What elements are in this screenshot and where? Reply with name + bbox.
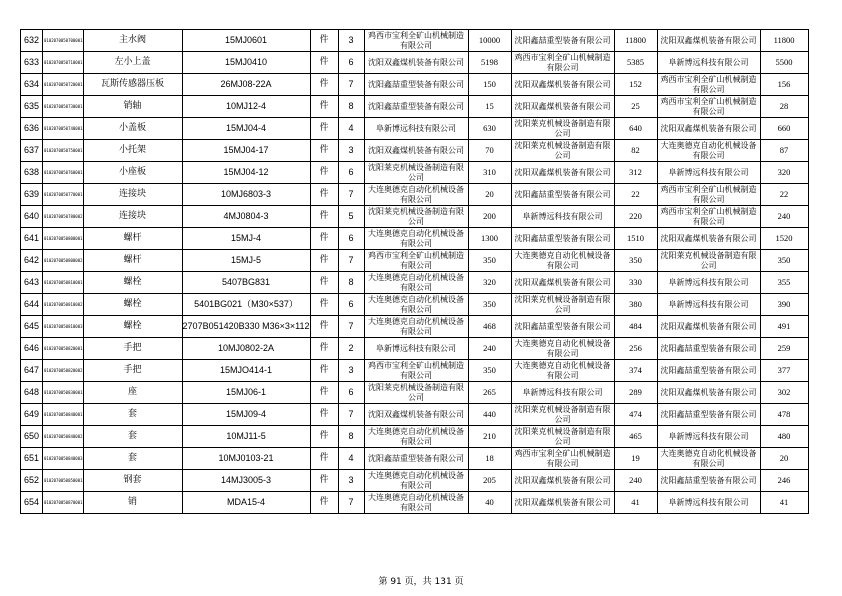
price-2: 374 — [614, 360, 657, 382]
unit: 件 — [310, 492, 338, 514]
supplier-2: 沈阳莱克机械设备制造有限公司 — [511, 140, 614, 162]
price-3: 11800 — [760, 30, 808, 52]
material-name: 手把 — [83, 360, 182, 382]
model-spec: 15MJ0601 — [182, 30, 310, 52]
price-2: 474 — [614, 404, 657, 426]
quantity: 2 — [338, 338, 364, 360]
model-spec: 10MJ0802-2A — [182, 338, 310, 360]
model-spec: 10MJ0103-21 — [182, 448, 310, 470]
price-3: 87 — [760, 140, 808, 162]
material-code: 0102070050730001 — [43, 96, 84, 118]
material-code: 0102070050780002 — [43, 206, 84, 228]
row-number: 648 — [21, 382, 43, 404]
table-row — [21, 162, 809, 184]
price-2: 19 — [614, 448, 657, 470]
material-code: 0102070050700001 — [43, 30, 84, 52]
quantity: 6 — [338, 162, 364, 184]
material-name: 瓦斯传感器压板 — [83, 74, 182, 96]
material-name: 钢套 — [83, 470, 182, 492]
supplier-3: 阜新博远科技有限公司 — [657, 52, 760, 74]
supplier-1: 沈阳鑫喆重型装备有限公司 — [364, 74, 468, 96]
supplier-3: 沈阳双鑫煤机装备有限公司 — [657, 30, 760, 52]
unit: 件 — [310, 404, 338, 426]
price-1: 350 — [468, 250, 511, 272]
price-3: 1520 — [760, 228, 808, 250]
row-number: 644 — [21, 294, 43, 316]
price-3: 20 — [760, 448, 808, 470]
price-1: 265 — [468, 382, 511, 404]
price-2: 484 — [614, 316, 657, 338]
price-2: 25 — [614, 96, 657, 118]
unit: 件 — [310, 470, 338, 492]
row-number: 635 — [21, 96, 43, 118]
supplier-2: 沈阳莱克机械设备制造有限公司 — [511, 118, 614, 140]
supplier-3: 沈阳双鑫煤机装备有限公司 — [657, 382, 760, 404]
price-1: 320 — [468, 272, 511, 294]
price-3: 355 — [760, 272, 808, 294]
unit: 件 — [310, 448, 338, 470]
price-1: 200 — [468, 206, 511, 228]
quantity: 5 — [338, 206, 364, 228]
row-number: 642 — [21, 250, 43, 272]
table-row — [21, 272, 809, 294]
material-name: 连接块 — [83, 184, 182, 206]
price-2: 640 — [614, 118, 657, 140]
table-row — [21, 206, 809, 228]
unit: 件 — [310, 426, 338, 448]
supplier-2: 大连奥德克自动化机械设备有限公司 — [511, 360, 614, 382]
price-3: 259 — [760, 338, 808, 360]
unit: 件 — [310, 118, 338, 140]
material-code: 0102070050720001 — [43, 74, 84, 96]
price-2: 465 — [614, 426, 657, 448]
model-spec: 10MJ12-4 — [182, 96, 310, 118]
quantity: 7 — [338, 74, 364, 96]
supplier-3: 鸡西市宝利全矿山机械制造有限公司 — [657, 184, 760, 206]
price-2: 22 — [614, 184, 657, 206]
model-spec: 15MJ04-17 — [182, 140, 310, 162]
row-number: 632 — [21, 30, 43, 52]
material-code: 0102070050850001 — [43, 470, 84, 492]
model-spec: 5407BG831 — [182, 272, 310, 294]
row-number: 641 — [21, 228, 43, 250]
row-number: 636 — [21, 118, 43, 140]
price-3: 240 — [760, 206, 808, 228]
supplier-2: 沈阳双鑫煤机装备有限公司 — [511, 470, 614, 492]
row-number: 645 — [21, 316, 43, 338]
supplier-1: 沈阳鑫喆重型装备有限公司 — [364, 96, 468, 118]
table-row — [21, 52, 809, 74]
supplier-2: 沈阳双鑫煤机装备有限公司 — [511, 162, 614, 184]
supplier-3: 大连奥德克自动化机械设备有限公司 — [657, 140, 760, 162]
material-code: 0102070050770001 — [43, 184, 84, 206]
material-code: 0102070050870001 — [43, 492, 84, 514]
supplier-1: 沈阳莱克机械设备制造有限公司 — [364, 382, 468, 404]
table-row — [21, 360, 809, 382]
table-row — [21, 30, 809, 52]
supplier-2: 阜新博远科技有限公司 — [511, 382, 614, 404]
unit: 件 — [310, 96, 338, 118]
model-spec: MDA15-4 — [182, 492, 310, 514]
unit: 件 — [310, 250, 338, 272]
supplier-1: 鸡西市宝利全矿山机械制造有限公司 — [364, 250, 468, 272]
row-number: 637 — [21, 140, 43, 162]
supplier-3: 大连奥德克自动化机械设备有限公司 — [657, 448, 760, 470]
supplier-2: 沈阳鑫喆重型装备有限公司 — [511, 228, 614, 250]
table-row — [21, 96, 809, 118]
quantity: 6 — [338, 382, 364, 404]
supplier-3: 阜新博远科技有限公司 — [657, 294, 760, 316]
price-2: 350 — [614, 250, 657, 272]
row-number: 633 — [21, 52, 43, 74]
table-row — [21, 426, 809, 448]
supplier-3: 沈阳鑫喆重型装备有限公司 — [657, 404, 760, 426]
price-3: 22 — [760, 184, 808, 206]
price-1: 310 — [468, 162, 511, 184]
supplier-2: 沈阳莱克机械设备制造有限公司 — [511, 404, 614, 426]
supplier-1: 大连奥德克自动化机械设备有限公司 — [364, 426, 468, 448]
price-3: 377 — [760, 360, 808, 382]
unit: 件 — [310, 294, 338, 316]
row-number: 638 — [21, 162, 43, 184]
material-code: 0102070050830001 — [43, 382, 84, 404]
supplier-2: 沈阳鑫喆重型装备有限公司 — [511, 316, 614, 338]
row-number: 643 — [21, 272, 43, 294]
unit: 件 — [310, 162, 338, 184]
supplier-1: 沈阳鑫喆重型装备有限公司 — [364, 448, 468, 470]
material-name: 螺杆 — [83, 228, 182, 250]
price-2: 11800 — [614, 30, 657, 52]
price-3: 320 — [760, 162, 808, 184]
supplier-3: 沈阳鑫喆重型装备有限公司 — [657, 360, 760, 382]
supplier-2: 沈阳双鑫煤机装备有限公司 — [511, 272, 614, 294]
price-2: 1510 — [614, 228, 657, 250]
supplier-2: 鸡西市宝利全矿山机械制造有限公司 — [511, 448, 614, 470]
material-code: 0102070050820002 — [43, 360, 84, 382]
unit: 件 — [310, 140, 338, 162]
price-1: 5198 — [468, 52, 511, 74]
model-spec: 10MJ6803-3 — [182, 184, 310, 206]
model-spec: 15MJ04-12 — [182, 162, 310, 184]
supplier-1: 鸡西市宝利全矿山机械制造有限公司 — [364, 30, 468, 52]
supplier-1: 大连奥德克自动化机械设备有限公司 — [364, 184, 468, 206]
supplier-1: 阜新博远科技有限公司 — [364, 118, 468, 140]
row-number: 647 — [21, 360, 43, 382]
supplier-3: 沈阳鑫喆重型装备有限公司 — [657, 470, 760, 492]
price-1: 10000 — [468, 30, 511, 52]
supplier-2: 大连奥德克自动化机械设备有限公司 — [511, 338, 614, 360]
material-code: 0102070050840001 — [43, 404, 84, 426]
price-1: 210 — [468, 426, 511, 448]
model-spec: 15MJ-5 — [182, 250, 310, 272]
supplier-3: 阜新博远科技有限公司 — [657, 162, 760, 184]
material-name: 螺杆 — [83, 250, 182, 272]
material-code: 0102070050840003 — [43, 448, 84, 470]
supplier-1: 沈阳双鑫煤机装备有限公司 — [364, 52, 468, 74]
table-row — [21, 492, 809, 514]
supplier-1: 大连奥德克自动化机械设备有限公司 — [364, 316, 468, 338]
supplier-2: 沈阳双鑫煤机装备有限公司 — [511, 74, 614, 96]
price-3: 156 — [760, 74, 808, 96]
model-spec: 10MJ11-5 — [182, 426, 310, 448]
quantity: 7 — [338, 404, 364, 426]
material-name: 螺栓 — [83, 272, 182, 294]
price-1: 15 — [468, 96, 511, 118]
quotation-table — [20, 29, 809, 514]
price-3: 480 — [760, 426, 808, 448]
supplier-3: 沈阳双鑫煤机装备有限公司 — [657, 228, 760, 250]
material-name: 连接块 — [83, 206, 182, 228]
price-3: 660 — [760, 118, 808, 140]
price-1: 350 — [468, 360, 511, 382]
supplier-3: 阜新博远科技有限公司 — [657, 426, 760, 448]
supplier-2: 沈阳双鑫煤机装备有限公司 — [511, 492, 614, 514]
quantity: 6 — [338, 294, 364, 316]
table-body — [21, 30, 809, 514]
price-2: 312 — [614, 162, 657, 184]
supplier-1: 沈阳莱克机械设备制造有限公司 — [364, 162, 468, 184]
supplier-1: 沈阳双鑫煤机装备有限公司 — [364, 404, 468, 426]
supplier-2: 沈阳鑫喆重型装备有限公司 — [511, 30, 614, 52]
material-name: 销 — [83, 492, 182, 514]
material-code: 0102070050800001 — [43, 228, 84, 250]
quantity: 3 — [338, 470, 364, 492]
row-number: 634 — [21, 74, 43, 96]
price-2: 380 — [614, 294, 657, 316]
table-row — [21, 250, 809, 272]
price-3: 41 — [760, 492, 808, 514]
material-name: 销轴 — [83, 96, 182, 118]
price-2: 5385 — [614, 52, 657, 74]
unit: 件 — [310, 228, 338, 250]
quantity: 8 — [338, 96, 364, 118]
table-row — [21, 448, 809, 470]
supplier-1: 大连奥德克自动化机械设备有限公司 — [364, 470, 468, 492]
price-3: 350 — [760, 250, 808, 272]
quantity: 6 — [338, 228, 364, 250]
row-number: 639 — [21, 184, 43, 206]
material-code: 0102070050740001 — [43, 118, 84, 140]
price-2: 220 — [614, 206, 657, 228]
quantity: 7 — [338, 184, 364, 206]
price-1: 350 — [468, 294, 511, 316]
table-row — [21, 118, 809, 140]
row-number: 651 — [21, 448, 43, 470]
quantity: 6 — [338, 52, 364, 74]
supplier-3: 鸡西市宝利全矿山机械制造有限公司 — [657, 74, 760, 96]
supplier-2: 阜新博远科技有限公司 — [511, 206, 614, 228]
material-name: 小托架 — [83, 140, 182, 162]
supplier-3: 沈阳双鑫煤机装备有限公司 — [657, 118, 760, 140]
material-code: 0102070050710001 — [43, 52, 84, 74]
price-3: 478 — [760, 404, 808, 426]
price-1: 240 — [468, 338, 511, 360]
material-name: 小座板 — [83, 162, 182, 184]
table-row — [21, 140, 809, 162]
model-spec: 14MJ3005-3 — [182, 470, 310, 492]
material-name: 小盖板 — [83, 118, 182, 140]
price-2: 256 — [614, 338, 657, 360]
supplier-1: 大连奥德克自动化机械设备有限公司 — [364, 272, 468, 294]
price-3: 5500 — [760, 52, 808, 74]
material-name: 手把 — [83, 338, 182, 360]
material-name: 套 — [83, 448, 182, 470]
unit: 件 — [310, 206, 338, 228]
table-row — [21, 404, 809, 426]
price-1: 1300 — [468, 228, 511, 250]
unit: 件 — [310, 382, 338, 404]
table-row — [21, 338, 809, 360]
unit: 件 — [310, 338, 338, 360]
price-1: 205 — [468, 470, 511, 492]
price-3: 246 — [760, 470, 808, 492]
supplier-3: 鸡西市宝利全矿山机械制造有限公司 — [657, 206, 760, 228]
supplier-2: 沈阳双鑫煤机装备有限公司 — [511, 96, 614, 118]
table-row — [21, 74, 809, 96]
price-1: 630 — [468, 118, 511, 140]
supplier-3: 沈阳双鑫煤机装备有限公司 — [657, 316, 760, 338]
material-code: 0102070050810003 — [43, 316, 84, 338]
unit: 件 — [310, 316, 338, 338]
material-code: 0102070050750001 — [43, 140, 84, 162]
unit: 件 — [310, 184, 338, 206]
model-spec: 15MJ0410 — [182, 52, 310, 74]
supplier-1: 大连奥德克自动化机械设备有限公司 — [364, 492, 468, 514]
price-3: 302 — [760, 382, 808, 404]
row-number: 649 — [21, 404, 43, 426]
table-row — [21, 294, 809, 316]
model-spec: 2707B051420B330 M36×3×112 — [182, 316, 310, 338]
price-1: 18 — [468, 448, 511, 470]
supplier-3: 鸡西市宝利全矿山机械制造有限公司 — [657, 96, 760, 118]
material-name: 套 — [83, 426, 182, 448]
price-2: 82 — [614, 140, 657, 162]
unit: 件 — [310, 52, 338, 74]
material-name: 螺栓 — [83, 316, 182, 338]
model-spec: 15MJ09-4 — [182, 404, 310, 426]
supplier-3: 阜新博远科技有限公司 — [657, 272, 760, 294]
price-1: 40 — [468, 492, 511, 514]
material-name: 座 — [83, 382, 182, 404]
table-row — [21, 470, 809, 492]
price-3: 28 — [760, 96, 808, 118]
unit: 件 — [310, 74, 338, 96]
supplier-3: 沈阳莱克机械设备制造有限公司 — [657, 250, 760, 272]
price-1: 440 — [468, 404, 511, 426]
price-2: 330 — [614, 272, 657, 294]
supplier-2: 大连奥德克自动化机械设备有限公司 — [511, 250, 614, 272]
material-name: 主水阀 — [83, 30, 182, 52]
price-1: 20 — [468, 184, 511, 206]
quantity: 7 — [338, 492, 364, 514]
material-code: 0102070050820001 — [43, 338, 84, 360]
row-number: 652 — [21, 470, 43, 492]
supplier-2: 沈阳莱克机械设备制造有限公司 — [511, 294, 614, 316]
quantity: 7 — [338, 316, 364, 338]
price-2: 152 — [614, 74, 657, 96]
model-spec: 15MJ06-1 — [182, 382, 310, 404]
table-row — [21, 382, 809, 404]
table-row — [21, 316, 809, 338]
model-spec: 5401BG021（M30×537） — [182, 294, 310, 316]
supplier-1: 大连奥德克自动化机械设备有限公司 — [364, 294, 468, 316]
supplier-3: 沈阳鑫喆重型装备有限公司 — [657, 338, 760, 360]
table-row — [21, 228, 809, 250]
quantity: 3 — [338, 360, 364, 382]
price-2: 240 — [614, 470, 657, 492]
material-name: 左小上盖 — [83, 52, 182, 74]
price-1: 150 — [468, 74, 511, 96]
quantity: 3 — [338, 30, 364, 52]
model-spec: 15MJ-4 — [182, 228, 310, 250]
unit: 件 — [310, 30, 338, 52]
price-3: 390 — [760, 294, 808, 316]
row-number: 640 — [21, 206, 43, 228]
price-2: 41 — [614, 492, 657, 514]
quantity: 4 — [338, 448, 364, 470]
material-code: 0102070050840002 — [43, 426, 84, 448]
material-name: 套 — [83, 404, 182, 426]
model-spec: 15MJO414-1 — [182, 360, 310, 382]
material-name: 螺栓 — [83, 294, 182, 316]
price-1: 70 — [468, 140, 511, 162]
supplier-1: 沈阳双鑫煤机装备有限公司 — [364, 140, 468, 162]
supplier-2: 鸡西市宝利全矿山机械制造有限公司 — [511, 52, 614, 74]
table-row — [21, 184, 809, 206]
model-spec: 4MJ0804-3 — [182, 206, 310, 228]
quantity: 7 — [338, 250, 364, 272]
material-code: 0102070050760001 — [43, 162, 84, 184]
supplier-1: 鸡西市宝利全矿山机械制造有限公司 — [364, 360, 468, 382]
model-spec: 15MJ04-4 — [182, 118, 310, 140]
model-spec: 26MJ08-22A — [182, 74, 310, 96]
price-1: 468 — [468, 316, 511, 338]
supplier-1: 阜新博远科技有限公司 — [364, 338, 468, 360]
supplier-1: 大连奥德克自动化机械设备有限公司 — [364, 228, 468, 250]
price-3: 491 — [760, 316, 808, 338]
supplier-1: 沈阳莱克机械设备制造有限公司 — [364, 206, 468, 228]
material-code: 0102070050810001 — [43, 272, 84, 294]
page-footer: 第 91 页，共 131 页 — [378, 577, 464, 587]
row-number: 654 — [21, 492, 43, 514]
material-code: 0102070050800002 — [43, 250, 84, 272]
quantity: 8 — [338, 426, 364, 448]
supplier-2: 沈阳莱克机械设备制造有限公司 — [511, 426, 614, 448]
quantity: 3 — [338, 140, 364, 162]
row-number: 650 — [21, 426, 43, 448]
quantity: 4 — [338, 118, 364, 140]
material-code: 0102070050810002 — [43, 294, 84, 316]
supplier-3: 阜新博远科技有限公司 — [657, 492, 760, 514]
unit: 件 — [310, 272, 338, 294]
supplier-2: 沈阳鑫喆重型装备有限公司 — [511, 184, 614, 206]
row-number: 646 — [21, 338, 43, 360]
unit: 件 — [310, 360, 338, 382]
quantity: 8 — [338, 272, 364, 294]
price-2: 289 — [614, 382, 657, 404]
